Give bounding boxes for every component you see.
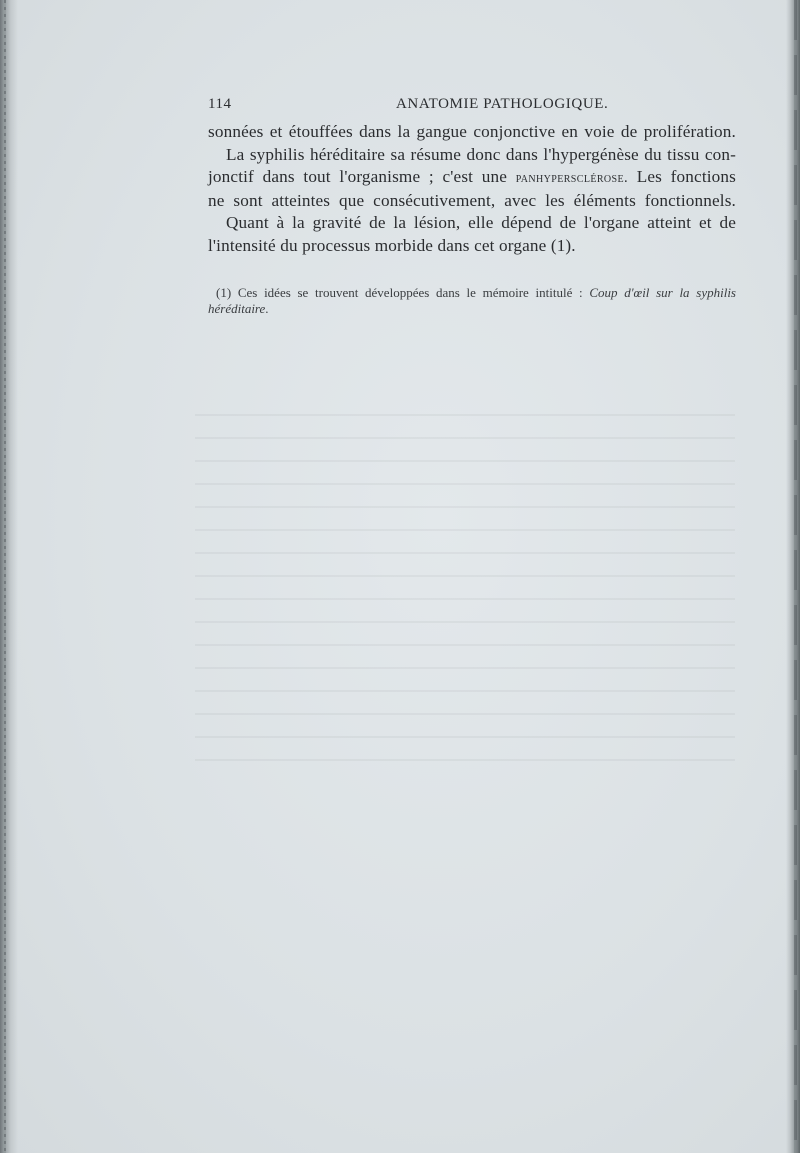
text-segment: jonctif dans tout l'organisme ; c'est une: [208, 167, 508, 187]
text-line: sonnées et étouffées dans la gangue conjonctive en voie de prolifération.: [208, 122, 736, 141]
text-line: La syphilis héréditaire sa résume donc dans l'hypergénèse du tissu con-: [226, 144, 736, 164]
footnote-line: [208, 301, 736, 317]
text-line: [208, 166, 736, 190]
text-segment: Les fonctions: [636, 167, 737, 187]
emphasis-term: panhypersclérose.: [515, 170, 629, 187]
text-line: l'intensité du processus morbide dans cet organe (1).: [208, 235, 576, 255]
text-line: Quant à la gravité de la lésion, elle dépend de l'organe atteint et de: [226, 213, 736, 233]
main-text: [208, 121, 736, 258]
footnote-line: [208, 285, 736, 301]
page-right-edge: [786, 0, 800, 1153]
show-through-text: [195, 400, 735, 780]
page-binding-edge: [0, 0, 18, 1153]
page-header: [208, 96, 732, 118]
page-number: 114: [208, 96, 232, 112]
text-line: ne sont atteintes que consécutivement, avec les éléments fonctionnels.: [208, 190, 736, 210]
footnote-title: Coup d'œil sur la syphilis: [589, 285, 736, 300]
running-title: ANATOMIE PATHOLOGIQUE.: [396, 96, 609, 112]
footnote-punctuation: .: [265, 301, 269, 316]
footnote: [208, 285, 736, 317]
footnote-title: héréditaire: [208, 301, 266, 316]
footnote-text: (1) Ces idées se trouvent développées dans le mémoire intitulé :: [216, 285, 583, 300]
